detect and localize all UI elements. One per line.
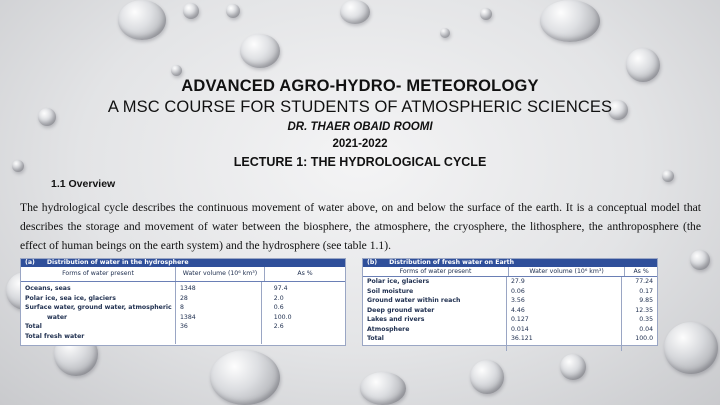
- list-item: Deep ground water: [367, 306, 435, 314]
- table-label: (b): [367, 259, 378, 266]
- list-item: 2.0: [273, 294, 284, 302]
- water-drop-decoration: [183, 3, 199, 19]
- water-drop-decoration: [340, 0, 370, 24]
- list-item: 0.35: [639, 316, 654, 323]
- list-item: 100.0: [635, 335, 654, 342]
- list-item: 0.04: [639, 325, 654, 333]
- percent-column: [262, 282, 345, 344]
- list-item: 1384: [180, 313, 196, 321]
- list-item: 3.56: [510, 297, 525, 304]
- table-header-row: [21, 267, 345, 282]
- water-drop-decoration: [480, 8, 492, 20]
- table-label: (a): [25, 259, 35, 266]
- header-percent: As %: [297, 270, 313, 277]
- header-forms: Forms of water present: [363, 267, 509, 276]
- water-drop-decoration: [240, 34, 280, 68]
- table-caption: [363, 259, 657, 267]
- slide-subtitle: A MSC COURSE FOR STUDENTS OF ATMOSPHERIC SCIENCES: [107, 98, 613, 116]
- lecture-title: LECTURE 1: THE HYDROLOGICAL CYCLE: [233, 155, 487, 169]
- list-item: Total fresh water: [25, 332, 85, 340]
- academic-year: 2021-2022: [332, 138, 388, 150]
- table-caption: [21, 259, 345, 267]
- table-caption-text: Distribution of fresh water on Earth: [389, 259, 515, 266]
- table-body: [21, 282, 345, 344]
- table-fresh-water: [362, 258, 658, 346]
- list-item: 0.06: [510, 287, 525, 295]
- list-item: Polar ice, sea ice, glaciers: [25, 294, 116, 302]
- forms-column: [21, 282, 175, 344]
- list-item: 2.6: [273, 323, 284, 330]
- list-item: Atmosphere: [367, 325, 410, 333]
- list-item: 97.4: [273, 285, 288, 292]
- water-drop-decoration: [560, 354, 586, 380]
- list-item: Total: [25, 323, 42, 330]
- table-body: [363, 277, 657, 351]
- list-item: Soil moisture: [367, 287, 414, 295]
- water-drop-decoration: [540, 0, 600, 42]
- list-item: 0.17: [639, 287, 654, 295]
- water-drop-decoration: [664, 322, 718, 374]
- header-forms: Forms of water present: [21, 267, 176, 281]
- list-item: Total: [367, 335, 384, 342]
- list-item: 8: [180, 304, 184, 311]
- table-caption-text: Distribution of water in the hydrosphere: [46, 259, 189, 266]
- header-percent: As %: [633, 268, 649, 275]
- list-item: Lakes and rivers: [367, 316, 425, 323]
- list-item: 28: [180, 294, 188, 302]
- list-item: 0.014: [510, 325, 529, 333]
- water-drop-decoration: [210, 350, 280, 405]
- list-item: 1348: [180, 285, 196, 292]
- slide-title: ADVANCED AGRO-HYDRO- METEOROLOGY: [181, 77, 539, 95]
- overview-paragraph: The hydrological cycle describes the continuous movement of water above, on and below the surface of the earth. It is a conceptual model that describes the storage and movement of water between the biosphere, the atmosphere, the cryosphere, the lithosphere, the anthroposphere (the effect of human beings on the earth system) and the hydrosphere (see table 1.1).: [20, 201, 701, 252]
- water-drop-decoration: [360, 372, 406, 405]
- volume-column: [175, 282, 262, 344]
- forms-column: [363, 277, 506, 351]
- water-drop-decoration: [118, 0, 166, 40]
- title-block: [0, 76, 720, 172]
- list-item: 36: [180, 323, 188, 330]
- water-drop-decoration: [470, 360, 504, 394]
- list-item: 100.0: [273, 313, 292, 321]
- list-item: Surface water, ground water, atmospheric: [25, 304, 172, 311]
- water-drop-decoration: [226, 4, 240, 18]
- water-drop-decoration: [440, 28, 450, 38]
- header-volume: Water volume (10⁶ km³): [509, 267, 625, 276]
- author-name: DR. THAER OBAID ROOMI: [287, 121, 433, 133]
- header-volume: Water volume (10⁶ km³): [176, 267, 265, 281]
- list-item: Polar ice, glaciers: [367, 278, 430, 285]
- list-item: 9.85: [639, 297, 654, 304]
- list-item: 36.121: [510, 335, 533, 342]
- list-item: water: [47, 313, 68, 321]
- water-drop-decoration: [171, 65, 182, 76]
- section-heading: 1.1 Overview: [51, 178, 116, 190]
- list-item: 77.24: [635, 278, 654, 285]
- percent-column: [622, 277, 657, 351]
- list-item: 4.46: [510, 306, 525, 314]
- table-water-hydrosphere: [20, 258, 346, 346]
- list-item: 12.35: [635, 306, 654, 314]
- list-item: Ground water within reach: [367, 297, 461, 304]
- list-item: 0.127: [510, 316, 529, 323]
- list-item: 27.9: [510, 278, 525, 285]
- table-header-row: [363, 267, 657, 277]
- list-item: Oceans, seas: [25, 285, 71, 292]
- volume-column: [506, 277, 622, 351]
- list-item: 0.6: [273, 304, 284, 311]
